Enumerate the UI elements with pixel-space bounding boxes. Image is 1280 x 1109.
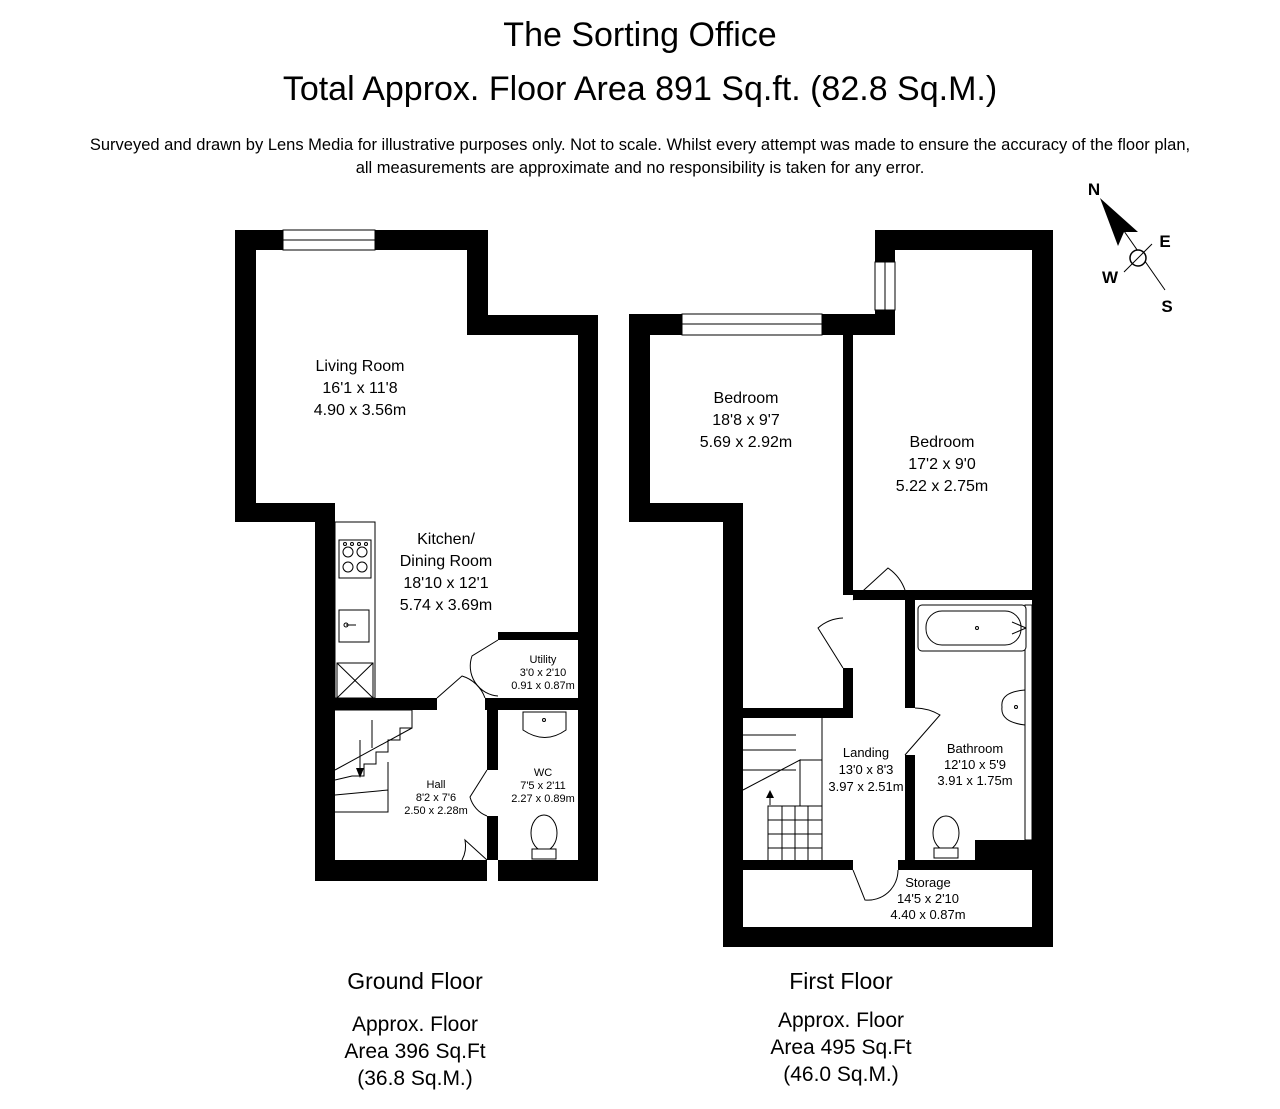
svg-text:Landing: Landing: [842, 745, 890, 760]
first-floor-plan: [629, 230, 1053, 947]
kitchen-units: [335, 522, 375, 698]
first-floor-walls: [629, 230, 1053, 947]
first-floor-area-line-3: (46.0 Sq.M.): [783, 1063, 899, 1086]
ground-floor-area-line-1: Approx. Floor: [351, 1013, 479, 1036]
compass-icon: [1088, 180, 1173, 316]
ground-floor-area-line-2: Area 396 Sq.Ft: [344, 1040, 486, 1063]
first-floor-area-line-1: Approx. Floor: [777, 1009, 905, 1032]
svg-text:8'2 x 7'6: 8'2 x 7'6: [415, 792, 457, 804]
wc-label: [511, 767, 575, 805]
svg-text:Hall: Hall: [426, 779, 446, 791]
svg-text:18'10 x 12'1: 18'10 x 12'1: [403, 575, 489, 592]
svg-text:Utility: Utility: [529, 654, 557, 666]
compass-west: W: [1101, 268, 1119, 287]
svg-text:5.22 x 2.75m: 5.22 x 2.75m: [895, 478, 989, 495]
svg-text:2.50 x 2.28m: 2.50 x 2.28m: [404, 805, 468, 817]
svg-text:Bedroom: Bedroom: [713, 390, 779, 407]
svg-text:Bathroom: Bathroom: [946, 741, 1004, 756]
svg-text:14'5 x 2'10: 14'5 x 2'10: [896, 891, 960, 906]
svg-text:0.91 x 0.87m: 0.91 x 0.87m: [511, 680, 575, 692]
ground-floor-staircase: [335, 710, 412, 812]
svg-text:Living Room: Living Room: [315, 358, 405, 375]
svg-text:12'10 x 5'9: 12'10 x 5'9: [943, 757, 1007, 772]
svg-text:4.90 x 3.56m: 4.90 x 3.56m: [313, 402, 407, 419]
disclaimer-line-2: all measurements are approximate and no responsibility is taken for any error.: [355, 159, 925, 177]
storage-label: [890, 875, 965, 922]
compass-north: N: [1087, 180, 1101, 199]
svg-text:Bedroom: Bedroom: [909, 434, 975, 451]
landing-label: [828, 745, 903, 794]
svg-text:3.97 x 2.51m: 3.97 x 2.51m: [828, 779, 904, 794]
first-floor-staircase: [743, 718, 822, 860]
svg-text:5.69 x 2.92m: 5.69 x 2.92m: [699, 434, 793, 451]
svg-text:WC: WC: [533, 767, 553, 779]
svg-text:2.27 x 0.89m: 2.27 x 0.89m: [511, 793, 575, 805]
svg-text:Dining Room: Dining Room: [399, 553, 493, 570]
ground-floor-caption: [315, 968, 515, 1092]
living-room-label: [314, 358, 407, 419]
svg-text:3'0 x 2'10: 3'0 x 2'10: [519, 667, 567, 679]
bathroom-fixtures: [918, 605, 1026, 858]
plan-title: The Sorting Office: [503, 16, 777, 54]
svg-text:3.91 x 1.75m: 3.91 x 1.75m: [937, 773, 1013, 788]
compass-east: E: [1159, 232, 1171, 251]
utility-label: [511, 654, 575, 692]
total-floor-area: Total Approx. Floor Area 891 Sq.ft. (82.8 Sq.M.): [282, 70, 998, 108]
first-floor-caption: [741, 968, 941, 1088]
kitchen-dining-label: [400, 531, 493, 614]
svg-text:Kitchen/: Kitchen/: [417, 531, 475, 548]
first-floor-name: First Floor: [789, 968, 893, 994]
hall-label: [404, 779, 468, 817]
bedroom-1-label: [700, 390, 793, 451]
bathroom-label: [937, 741, 1012, 788]
svg-text:18'8 x 9'7: 18'8 x 9'7: [712, 412, 780, 429]
first-floor-area-line-2: Area 495 Sq.Ft: [770, 1036, 912, 1059]
svg-text:4.40 x 0.87m: 4.40 x 0.87m: [890, 907, 966, 922]
ground-floor-name: Ground Floor: [347, 968, 483, 994]
svg-text:13'0 x 8'3: 13'0 x 8'3: [838, 762, 894, 777]
svg-text:7'5 x 2'11: 7'5 x 2'11: [520, 780, 566, 792]
disclaimer-line-1: Surveyed and drawn by Lens Media for illustrative purposes only. Not to scale. Whilst every attempt was made to ensure the accuracy of the floor plan,: [89, 136, 1191, 154]
compass-south: S: [1161, 297, 1173, 316]
svg-text:Storage: Storage: [905, 875, 951, 890]
svg-text:17'2 x 9'0: 17'2 x 9'0: [908, 456, 976, 473]
bedroom-2-label: [896, 434, 989, 495]
svg-text:5.74 x 3.69m: 5.74 x 3.69m: [399, 597, 493, 614]
ground-floor-plan: [235, 230, 598, 881]
ground-floor-area-line-3: (36.8 Sq.M.): [357, 1067, 473, 1090]
svg-text:16'1 x 11'8: 16'1 x 11'8: [322, 380, 398, 397]
